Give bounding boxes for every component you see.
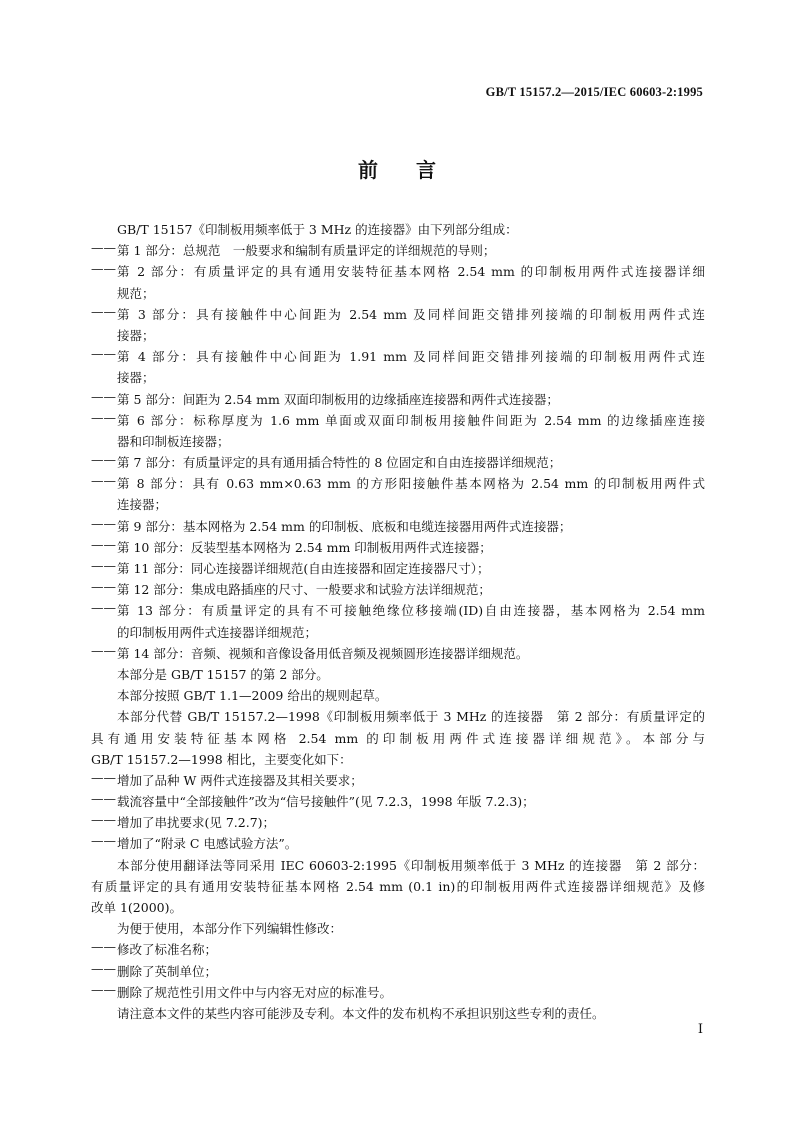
list-item-text: 第 2 部分：有质量评定的具有通用安装特征基本网格 2.54 mm 的印制板用两件式连接器详细 [117,264,705,280]
paragraph-line: GB/T 15157.2—1998 相比，主要变化如下： [91,751,352,767]
dash-marker: —— [91,388,116,404]
dash-marker: —— [91,642,116,658]
dash-marker: —— [91,558,116,573]
list-item [91,240,705,261]
list-item [91,410,705,452]
dash-marker: —— [91,346,116,362]
dash-marker: —— [91,812,116,828]
list-item-text: 增加了“附录 C 电感试验方法”。 [117,836,298,852]
list-item-text: 载流容量中“全部接触件”改为“信号接触件”(见 7.2.3，1998 年版 7.2.3)； [117,794,535,810]
dash-marker: —— [91,515,116,531]
list-item [91,939,705,960]
list-item-text: 修改了标准名称； [117,942,218,958]
list-item [91,600,705,642]
list-item [91,982,705,1003]
paragraph-line: 有质量评定的具有通用安装特征基本网格 2.54 mm (0.1 in)的印制板用两件式连接器详细规范》及修 [91,878,705,894]
dash-marker: —— [91,473,116,489]
list-item-text: 第 1 部分：总规范 一般要求和编制有质量评定的详细规范的导则； [117,243,496,259]
title-char-2: 言 [416,158,436,182]
list-item [91,516,705,537]
list-item [91,770,705,791]
part-number-paragraph: 本部分是 GB/T 15157 的第 2 部分。 [117,666,329,682]
list-item-text: 第 13 部分：有质量评定的具有不可接触绝缘位移接端(ID)自由连接器，基本网格为 2.54 mm [117,603,705,619]
list-item [91,389,705,410]
list-item-text-continued: 接器； [117,327,155,343]
paragraph-line: 改单 1(2000)。 [91,900,182,915]
list-item [91,833,705,854]
adoption-paragraph [91,855,705,919]
list-item-text: 删除了英制单位； [117,963,218,979]
list-item-text: 第 11 部分：同心连接器详细规范(自由连接器和固定连接器尺寸）； [117,561,490,576]
list-item-text: 第 14 部分：音频、视频和音像设备用低音频及视频圆形连接器详细规范。 [117,645,529,661]
list-item-text: 增加了品种 W 两件式连接器及其相关要求； [117,772,363,788]
list-item [91,304,705,346]
dash-marker: —— [91,939,116,955]
dash-marker: —— [91,409,116,425]
edits-list [91,939,705,1003]
list-item-text: 第 8 部分：具有 0.63 mm×0.63 mm 的方形阳接触件基本网格为 2.54 mm 的印制板用两件式 [117,476,705,492]
intro-paragraph: GB/T 15157《印制板用频率低于 3 MHz 的连接器》由下列部分组成： [117,222,518,237]
replacement-paragraph [91,706,705,770]
title-char-1: 前 [358,158,378,182]
dash-marker: —— [91,960,116,976]
dash-marker: —— [91,579,116,595]
list-item [91,537,705,558]
list-item [91,261,705,303]
list-item [91,346,705,388]
list-item-text-continued: 接器； [117,370,155,386]
drafting-rules-paragraph: 本部分按照 GB/T 1.1—2009 给出的规则起草。 [117,688,388,704]
list-item-text: 第 12 部分：集成电路插座的尺寸、一般要求和试验方法详细规范； [117,582,491,598]
list-item [91,452,705,473]
list-item [91,579,705,600]
page-number: I [697,1022,703,1037]
list-item [91,643,705,664]
dash-marker: —— [91,600,116,616]
list-item-text: 第 10 部分：反装型基本网格为 2.54 mm 印制板用两件式连接器； [117,539,492,555]
list-item [91,473,705,515]
list-item-text-continued: 的印制板用两件式连接器详细规范； [117,624,318,640]
list-item [91,558,705,579]
page-title [0,154,794,183]
list-item [91,812,705,833]
list-item-text-continued: 规范； [117,285,155,301]
standard-number-header: GB/T 15157.2—2015/IEC 60603-2:1995 [485,85,703,99]
changes-list [91,770,705,855]
list-item-text: 第 9 部分：基本网格为 2.54 mm 的印制板、底板和电缆连接器用两件式连接器； [117,518,572,534]
list-item-text-continued: 连接器； [117,497,168,513]
paragraph-line: 具有通用安装特征基本网格 2.54 mm 的印制板用两件式连接器详细规范》。本部分与 [91,730,705,746]
dash-marker: —— [91,240,116,256]
editorial-intro-paragraph: 为便于使用，本部分作下列编辑性修改： [117,921,343,937]
list-item-text: 第 5 部分：间距为 2.54 mm 双面印制板用的边缘插座连接器和两件式连接器； [117,391,559,407]
list-item-text: 第 4 部分：具有接触件中心间距为 1.91 mm 及同样间距交错排列接端的印制板用两件式连 [117,349,705,365]
patent-notice-paragraph: 请注意本文件的某些内容可能涉及专利。本文件的发布机构不承担识别这些专利的责任。 [117,1005,605,1021]
dash-marker: —— [91,769,116,785]
parts-list [91,240,705,664]
dash-marker: —— [91,536,116,552]
list-item [91,961,705,982]
paragraph-line: 本部分代替 GB/T 15157.2—1998《印制板用频率低于 3 MHz 的连接器 第 2 部分：有质量评定的 [117,709,705,725]
list-item-text: 第 7 部分：有质量评定的具有通用插合特性的 8 位固定和自由连接器详细规范； [117,455,562,471]
dash-marker: —— [91,452,116,468]
document-body [91,219,705,1024]
dash-marker: —— [91,981,116,997]
paragraph-line: 本部分使用翻译法等同采用 IEC 60603-2:1995《印制板用频率低于 3 MHz 的连接器 第 2 部分： [117,857,705,873]
dash-marker: —— [91,303,116,319]
list-item-text: 第 3 部分：具有接触件中心间距为 2.54 mm 及同样间距交错排列接端的印制板用两件式连 [117,306,705,322]
list-item-text: 增加了串扰要求(见 7.2.7)； [117,815,276,831]
list-item-text: 删除了规范性引用文件中与内容无对应的标准号。 [117,984,393,1000]
list-item-text-continued: 器和印制板连接器； [117,433,230,449]
dash-marker: —— [91,833,116,849]
list-item [91,791,705,812]
dash-marker: —— [91,791,116,807]
list-item-text: 第 6 部分：标称厚度为 1.6 mm 单面或双面印制板用接触件间距为 2.54 mm 的边缘插座连接 [117,412,705,428]
dash-marker: —— [91,261,116,277]
